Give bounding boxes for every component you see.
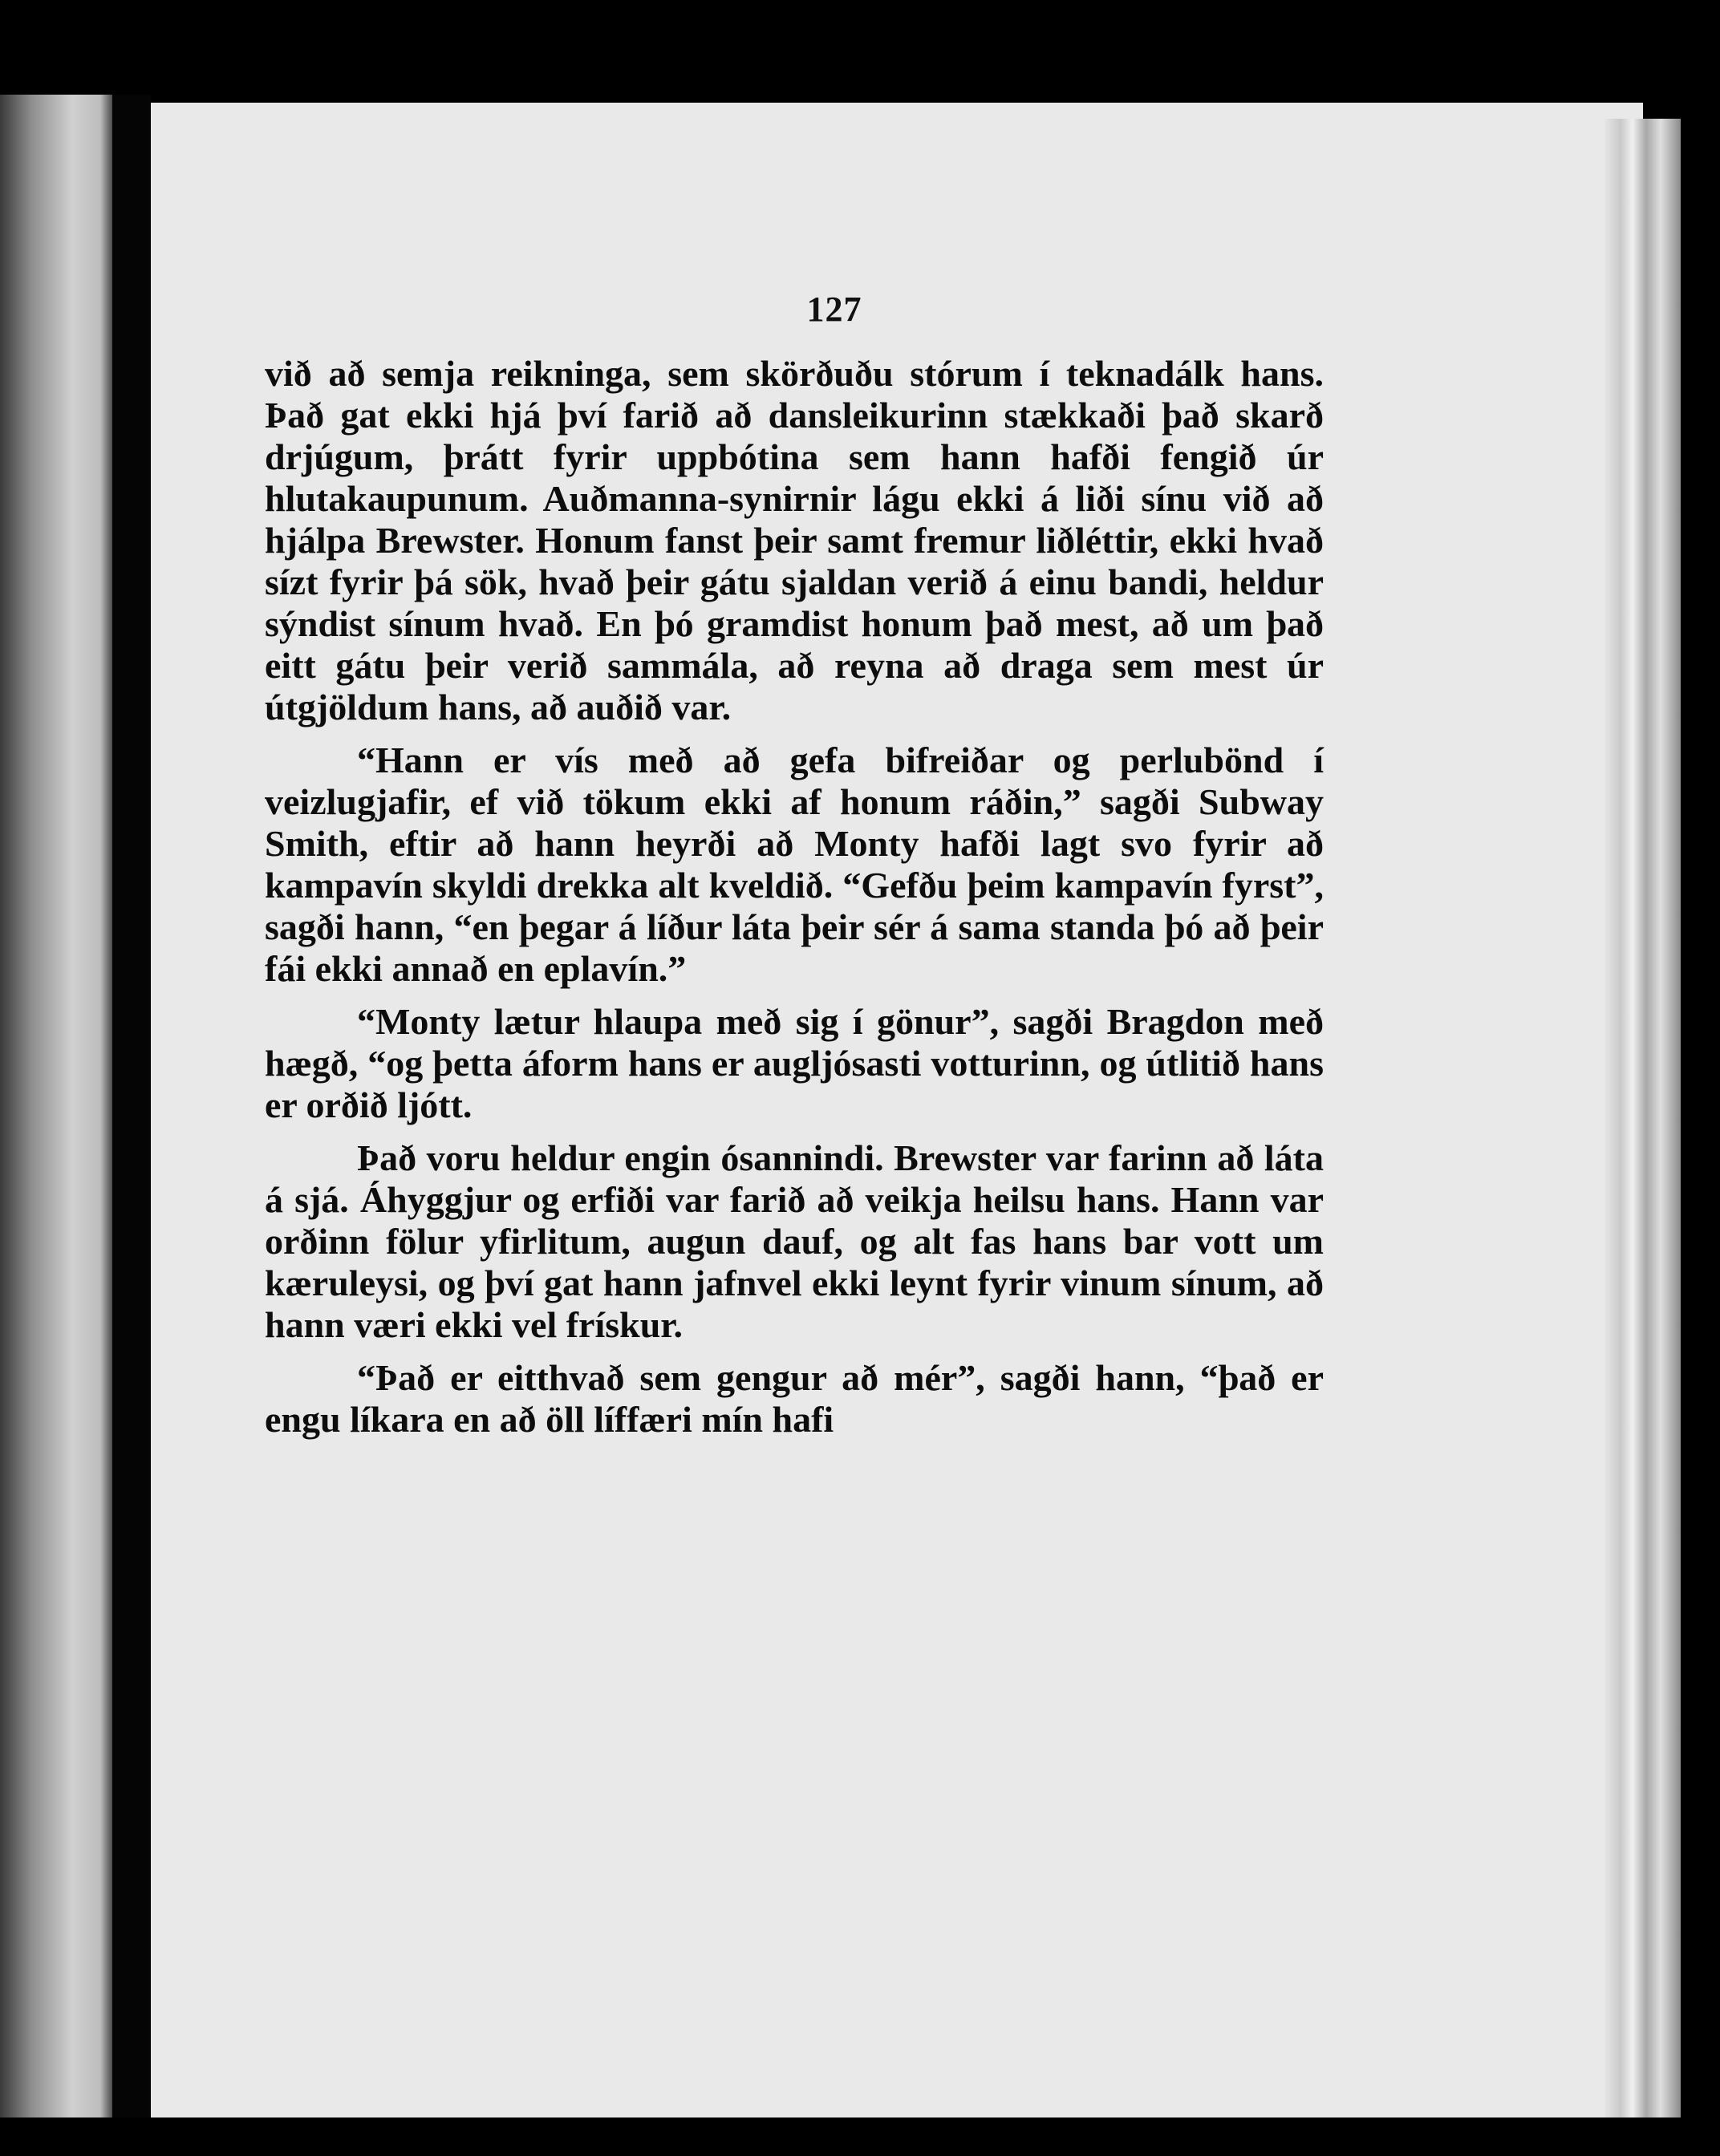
paragraph: Það voru heldur engin ósannindi. Brewster var farinn að láta á sjá. Áhyggjur og erfiði var farið að veikja heilsu hans. Hann var orðinn fölur yfirlitum, augun dauf, og alt fas hans bar vott um kæruleysi, og því gat hann jafnvel ekki leynt fyrir vinum sínum, að hann væri ekki vel frískur. xyxy=(265,1137,1324,1345)
paragraph: “Það er eitthvað sem gengur að mér”, sagði hann, “það er engu líkara en að öll líffæri mín hafi xyxy=(265,1357,1324,1440)
left-page-edge xyxy=(0,95,112,2156)
bottom-border xyxy=(0,2118,1720,2156)
page-number: 127 xyxy=(806,290,862,329)
paragraph: við að semja reikninga, sem skörðuðu stórum í teknadálk hans. Það gat ekki hjá því farið að dansleikurinn stækkaði það skarð drjúgum, þrátt fyrir uppbótina sem hann hafði fengið úr hlutakaupunum. Auðmanna-synirnir lágu ekki á liði sínu við að hjálpa Brewster. Honum fanst þeir samt fremur liðléttir, ekki hvað sízt fyrir þá sök, hvað þeir gátu sjaldan verið á einu bandi, heldur sýndist sínum hvað. En þó gramdist honum það mest, að um það eitt gátu þeir verið sammála, að reyna að draga sem mest úr útgjöldum hans, að auðið var. xyxy=(265,353,1324,727)
body-text xyxy=(265,353,1324,1452)
paragraph: “Hann er vís með að gefa bifreiðar og perlubönd í veizlugjafir, ef við tökum ekki af honum ráðin,” sagði Subway Smith, eftir að hann heyrði að Monty hafði lagt svo fyrir að kampavín skyldi drekka alt kveldið. “Gefðu þeim kampavín fyrst”, sagði hann, “en þegar á líður láta þeir sér á sama standa þó að þeir fái ekki annað en eplavín.” xyxy=(265,740,1324,989)
binding-shadow xyxy=(112,95,151,2156)
right-page-edges xyxy=(1604,119,1681,2156)
paragraph: “Monty lætur hlaupa með sig í gönur”, sagði Bragdon með hægð, “og þetta áform hans er augljósasti votturinn, og útlitið hans er orðið ljótt. xyxy=(265,1001,1324,1125)
